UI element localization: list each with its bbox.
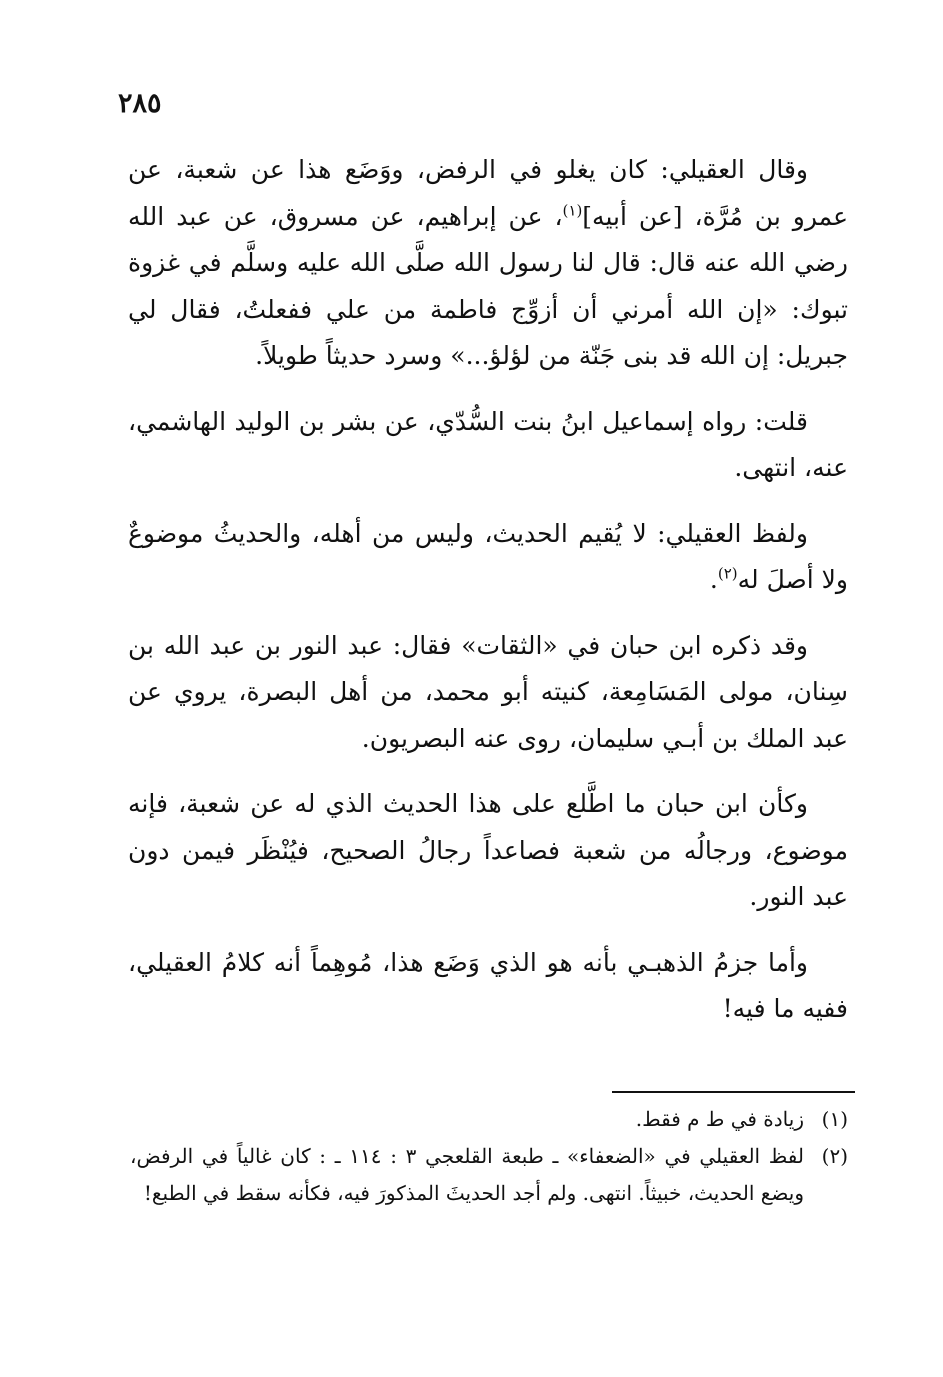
footnote-text: زيادة في ط م فقط. [635, 1107, 804, 1131]
footnote-reference: (١) [562, 201, 583, 220]
footnote-divider [612, 1091, 855, 1093]
paragraph-text: ولفظ العقيلي: لا يُقيم الحديث، وليس من أهله، والحديثُ موضوعٌ ولا أصلَ له [128, 518, 848, 594]
paragraph-text: . [709, 565, 718, 594]
footnotes-section [130, 1101, 848, 1212]
footnote-number: (١) [821, 1107, 848, 1131]
main-text [128, 147, 848, 1052]
footnote-1 [130, 1101, 848, 1138]
paragraph-ibn-hibban-comment: وكأن ابن حبان ما اطَّلع على هذا الحديث الذي له عن شعبة، فإنه موضوع، ورجالُه من شعبة فصاعداً رجالُ الصحيح، فيُنْظَر فيمن دون عبد النور. [128, 789, 848, 911]
paragraph-text: ، عن إبراهيم، عن مسروق، عن عبد الله رضي الله عنه قال: قال لنا رسول الله صلَّى الله عليه وسلَّم في غزوة تبوك: «إن الله أمرني أن أزوِّج فاطمة من علي ففعلتُ، فقال لي جبريل: إن الله قد بنى جَنّة من لؤلؤ...» وسرد حديثاً طويلاً. [128, 201, 848, 370]
paragraph-ibn-hibban: وقد ذكره ابن حبان في «الثقات» فقال: عبد النور بن عبد الله بن سِنان، مولى المَسَامِعة، كنيته أبو محمد، من أهل البصرة، يروي عن عبد الملك بن أبـي سليمان، روى عنه البصريون. [128, 630, 848, 753]
paragraph-dhahabi: وأما جزمُ الذهبـي بأنه هو الذي وَضَع هذا، مُوهِماً أنه كلامُ العقيلي، ففيه ما فيه! [128, 947, 848, 1023]
paragraph-text: وقال العقيلي: كان يغلو في الرفض، ووَضَع هذا عن شعبة، عن عمرو بن مُرَّة، [عن أبيه] [128, 155, 848, 231]
footnote-2 [130, 1138, 848, 1212]
paragraph-aqili-narration [128, 147, 848, 380]
paragraph-qultu: قلت: رواه إسماعيل ابنُ بنت السُّدّي، عن بشر بن الوليد الهاشمي، عنه، انتهى. [128, 406, 848, 482]
footnote-text: لفظ العقيلي في «الضعفاء» ـ طبعة القلعجي ٣ : ١١٤ ـ : كان غالياً في الرفض، ويضع الحديث، خبيثاً. انتهى. ولم أجد الحديثَ المذكورَ فيه، فكأنه سقط في الطبع! [130, 1144, 805, 1205]
footnote-number: (٢) [821, 1144, 848, 1168]
page-number: ٢٨٥ [118, 88, 162, 119]
paragraph-aqili-wording [128, 511, 848, 604]
footnote-reference: (٢) [717, 564, 738, 583]
